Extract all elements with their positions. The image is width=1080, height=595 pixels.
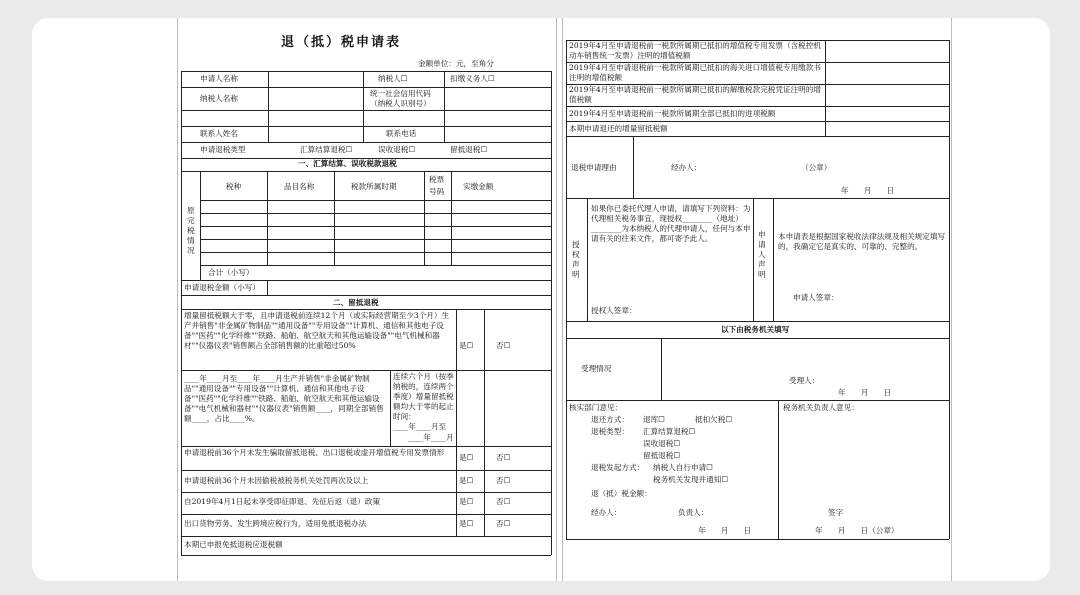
condition-2-period: 连续六个月（按季纳税的，连续两个季度）增量留抵税额均大于零的起止时间： — [393, 372, 454, 421]
tax-id-label: （纳税人识别号） — [370, 99, 431, 108]
authority-notice-checkbox[interactable]: 税务机关发现并通知☐ — [653, 475, 729, 484]
receiver-label: 受理人： — [789, 376, 820, 385]
form-page-left — [177, 18, 557, 581]
settlement-refund-checkbox[interactable]: 汇算结算退税☐ — [300, 145, 353, 154]
side-char: 申 — [758, 230, 766, 239]
amount-unit: 金额单位：元，至角分 — [418, 59, 494, 68]
section-2-heading: 二、留抵退税 — [333, 298, 379, 307]
section-1-heading: 一、汇算结算、误收税款退税 — [298, 159, 397, 168]
taxpayer-name-label: 纳税人名称 — [200, 94, 238, 103]
screenshot-card — [32, 18, 1050, 581]
condition-3-text: 申请退税前36个月未发生骗取留抵退税、出口退税或虚开增值税专用发票情形 — [184, 448, 445, 457]
subtotal-label: 合计（小写） — [208, 268, 254, 277]
self-apply-checkbox[interactable]: 纳税人自行申请☐ — [653, 463, 713, 472]
treasury-refund-checkbox[interactable]: 退库☐ — [643, 415, 665, 424]
condition-6-no[interactable]: 否☐ — [496, 519, 511, 528]
seal-label: （公章） — [801, 163, 832, 172]
col-ticket: 税票 — [429, 175, 445, 184]
condition-4-no[interactable]: 否☐ — [496, 476, 511, 485]
condition-5-text: 自2019年4月1日起未享受即征即退、先征后返（退）政策 — [184, 497, 381, 506]
refund-reason-label: 退税申请理由 — [571, 163, 617, 172]
acceptance-label: 受理情况 — [581, 364, 612, 373]
col-number: 号码 — [429, 187, 445, 196]
offset-arrears-checkbox[interactable]: 抵扣欠税☐ — [695, 415, 733, 424]
applicant-signature: 申请人签章： — [793, 293, 839, 302]
retained-refund-checkbox[interactable]: 留抵退税☐ — [450, 145, 488, 154]
applicant-declaration: 本申请表是根据国家税收法律法规及相关规定填写的，我确定它是真实的、可靠的、完整的。 — [778, 232, 946, 251]
refund-method-label: 退还方式： — [591, 415, 629, 424]
col-tax-type: 税种 — [226, 182, 242, 191]
condition-7-text: 本期已申报免抵退税应退税额 — [184, 540, 283, 549]
side-char: 完 — [187, 216, 195, 225]
condition-3-yes[interactable]: 是☐ — [459, 453, 474, 462]
input-vat-invoice-label: 2019年4月至申请退税前一税款所属期已抵扣的增值税专用发票（含税控机动车销售统一发票）注明的增值税额 — [569, 41, 821, 60]
credit-code-label: 统一社会信用代码 — [370, 89, 431, 98]
customs-vat-label: 2019年4月至申请退税前一税款所属期已抵扣的海关进口增值税专用缴款书注明的增值税额 — [569, 63, 821, 82]
condition-2-period-end: ____年____月 — [408, 433, 454, 442]
condition-2-text: ____年____月至____年____月生产并销售"非金属矿物制品""通用设备""专用设备""计算机、通信和其他电子设备""医药""化学纤维""铁路、船舶、航空航天和其他运输设备""电气机械和器材""仪器仪表"销售额____，同期全部销售额____，占比____%。 — [184, 374, 384, 423]
side-char: 人 — [758, 250, 766, 259]
col-tax-period: 税款所属时期 — [351, 182, 397, 191]
refund-amount-label: 退（抵）税金额： — [591, 489, 652, 498]
signature-label: 签字 — [828, 508, 844, 517]
retained-refund-checkbox[interactable]: 留抵退税☐ — [643, 451, 681, 460]
form-title: 退（抵）税申请表 — [281, 35, 402, 50]
col-paid-amount: 实缴金额 — [463, 182, 494, 191]
side-char: 原 — [187, 206, 195, 215]
condition-5-yes[interactable]: 是☐ — [459, 497, 474, 506]
condition-4-text: 申请退税前36个月未因偷税被税务机关处罚两次及以上 — [184, 476, 369, 485]
condition-1-yes[interactable]: 是☐ — [459, 341, 474, 350]
withholding-agent-checkbox[interactable]: 扣缴义务人☐ — [450, 74, 495, 83]
authorizer-signature: 授权人签章： — [591, 306, 637, 315]
tax-authority-heading: 以下由税务机关填写 — [721, 325, 790, 334]
condition-4-yes[interactable]: 是☐ — [459, 476, 474, 485]
date-line: 年 月 日 — [838, 388, 892, 397]
authority-head-opinion: 税务机关负责人意见： — [783, 403, 859, 412]
principal-label: 负责人： — [678, 508, 709, 517]
verification-opinion: 核实部门意见： — [569, 403, 623, 412]
col-item-name: 品目名称 — [284, 182, 315, 191]
applicant-name-label: 申请人名称 — [200, 74, 238, 83]
side-char: 声 — [572, 260, 580, 269]
overpaid-refund-checkbox[interactable]: 误收退税☐ — [378, 145, 416, 154]
condition-6-text: 出口货物劳务、发生跨境应税行为，适用免抵退税办法 — [184, 519, 367, 528]
side-char: 声 — [758, 260, 766, 269]
handler-label: 经办人： — [591, 508, 622, 517]
handler-label: 经办人： — [671, 163, 702, 172]
contact-phone-label: 联系电话 — [386, 129, 417, 138]
condition-6-yes[interactable]: 是☐ — [459, 519, 474, 528]
refund-type-label: 退税类型： — [591, 427, 629, 436]
authorization-statement: 如果你已委托代理人申请，请填写下列资料：为代理相关税务事宜，现授权________（地址）________为本纳税人的代理申请人，任何与本申请有关的往来文件，都可寄予此人。 — [591, 204, 751, 243]
condition-3-no[interactable]: 否☐ — [496, 453, 511, 462]
contact-name-label: 联系人姓名 — [200, 129, 238, 138]
side-char: 况 — [187, 246, 195, 255]
condition-1-text: 增量留抵税额大于零，且申请退税前连续12个月（或实际经营期至少3个月）生产并销售"非金属矿物制品""通用设备""专用设备""计算机、通信和其他电子设备""医药""化学纤维""铁路、船舶、航空航天和其他运输设备""电气机械和器材""仪器仪表"销售额占全部销售额的比重超过50% — [184, 311, 450, 350]
date-line: 年 月 日 — [698, 526, 752, 535]
incremental-refund-label: 本期申请退还的增量留抵税额 — [569, 124, 668, 133]
side-char: 明 — [758, 270, 766, 279]
condition-1-no[interactable]: 否☐ — [496, 341, 511, 350]
side-char: 情 — [187, 236, 195, 245]
condition-5-no[interactable]: 否☐ — [496, 497, 511, 506]
settlement-refund-checkbox[interactable]: 汇算结算退税☐ — [643, 427, 696, 436]
side-char: 税 — [187, 226, 195, 235]
refund-amount-label: 申请退税金额（小写） — [184, 283, 260, 292]
date-seal-line: 年 月 日（公章） — [815, 526, 899, 535]
side-char: 权 — [572, 250, 580, 259]
initiation-label: 退税发起方式： — [591, 463, 645, 472]
side-char: 授 — [572, 240, 580, 249]
total-input-tax-label: 2019年4月至申请退税前一税款所属期全部已抵扣的进项税额 — [569, 109, 776, 118]
taxpayer-checkbox[interactable]: 纳税人☐ — [378, 74, 408, 83]
tax-payment-cert-label: 2019年4月至申请退税前一税款所属期已抵扣的解缴税款完税凭证注明的增值税额 — [569, 85, 821, 104]
side-char: 请 — [758, 240, 766, 249]
condition-2-period-start: ____年____月至 — [393, 422, 447, 431]
form-page-right — [562, 18, 952, 581]
date-line: 年 月 日 — [841, 186, 895, 195]
overpaid-refund-checkbox[interactable]: 误收退税☐ — [643, 439, 681, 448]
side-char: 明 — [572, 270, 580, 279]
refund-type-label: 申请退税类型 — [200, 145, 246, 154]
